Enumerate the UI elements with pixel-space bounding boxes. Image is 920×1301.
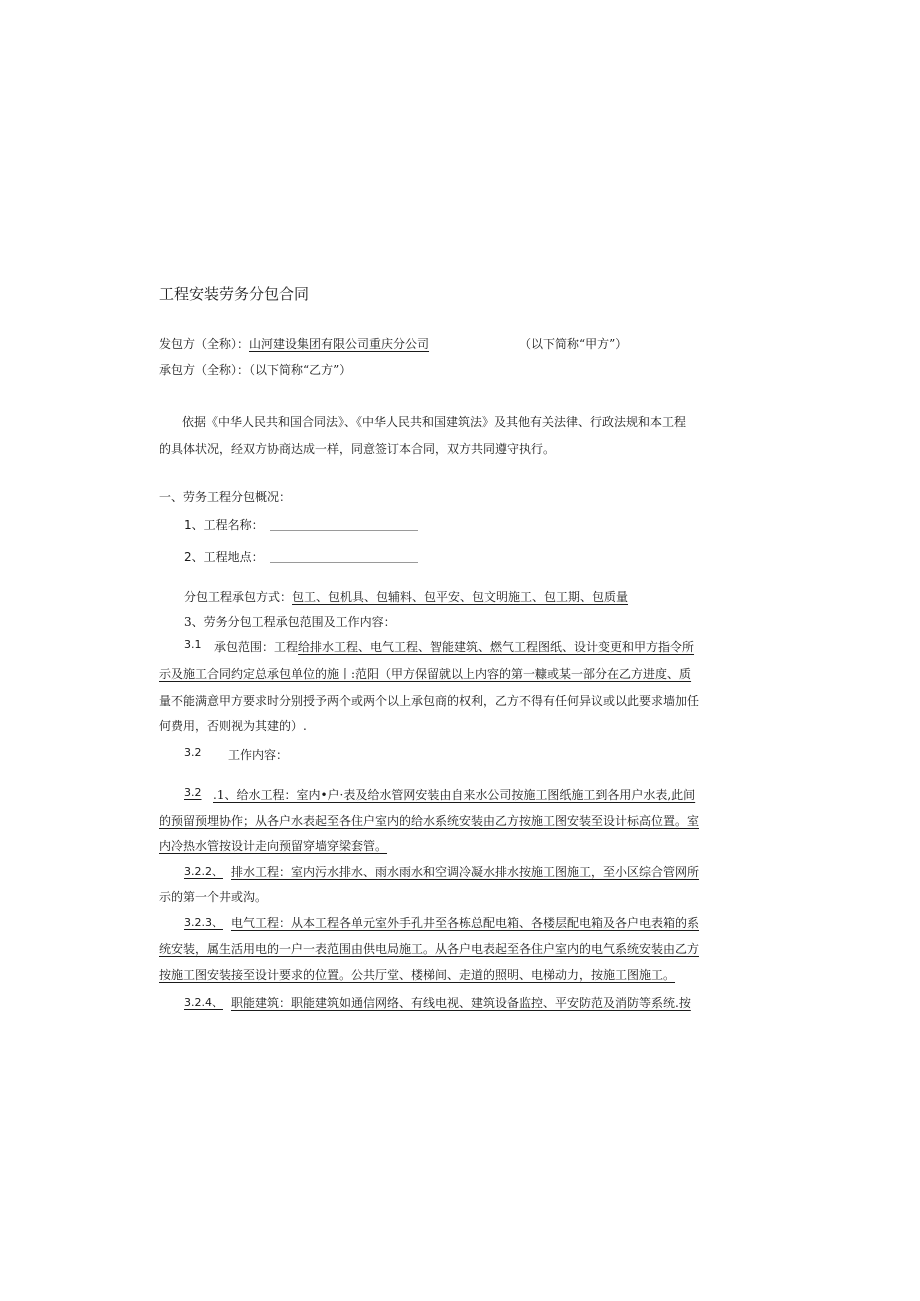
contract-mode-label: 分包工程承包方式： (184, 590, 293, 604)
scope-line-1 (214, 638, 694, 655)
item-322-line-2: 示的第一个井或沟。 (159, 890, 268, 904)
item-323-number: 3.2.3、 (184, 916, 223, 929)
work-label: 工作内容： (228, 748, 289, 762)
item-322-line-1: 排水工程：室内污水排水、雨水雨水和空调冷凝水排水按施工图施工，至小区综合管网所 (231, 865, 700, 879)
scope-line-3: 量不能满意甲方要求时分别授予两个或两个以上承包商的权利，乙方不得有任何异议或以此要求墙加任 (159, 694, 700, 708)
contract-title: 工程安装劳务分包合同 (159, 285, 310, 303)
item-323-line-3: 按施工图安装接至设计要求的位置。公共厅堂、楼梯间、走道的照明、电梯动力，按施工图施工。 (159, 968, 676, 982)
party-a-alias: （以下简称“甲方”） (519, 337, 628, 351)
project-location-label: 2、工程地点： (184, 550, 264, 564)
project-name-blank (270, 530, 418, 531)
party-b-alias: （以下简称“乙方”） (249, 363, 352, 377)
project-location-blank (270, 562, 418, 563)
item-321-line-3: 内冷热水管按设计走向预留穿墙穿梁套管。 (159, 839, 388, 853)
project-name-label: 1、工程名称： (184, 518, 264, 532)
party-a-line (159, 335, 429, 352)
contract-mode-value: 包工、包机具、包辅料、包平安、包文明施工、包工期、包质量 (292, 590, 629, 604)
work-number: 3.2 (184, 746, 202, 759)
item-323-line-2: 统安装，属生活用电的一户一表范围由供电局施工。从各户电表起至各住户室内的电气系统安装由乙方 (159, 942, 700, 956)
scope-number: 3.1 (184, 638, 202, 651)
intro-line-2: 的具体状况，经双方协商达成一样，同意签订本合同，双方共同遵守执行。 (159, 442, 556, 456)
scope-heading: 3、劳务分包工程承包范围及工作内容： (184, 615, 396, 629)
item-324-line-1: 职能建筑：职能建筑如通信网络、有线电视、建筑设备监控、平安防范及消防等系统.按 (231, 996, 691, 1010)
party-a-name: 山河建设集团有限公司重庆分公司 (249, 337, 430, 351)
party-b-line (159, 361, 351, 378)
scope-label: 承包范围：工程 (214, 640, 299, 654)
item-321-line-1: .1、给水工程：室内•户·表及给水管网安装由自来水公司按施工图纸施工到各用户水表,此间 (213, 788, 696, 802)
item-321-line-2: 的预留预埋协作；从各户水表起至各住户室内的给水系统安装由乙方按施工图安装至设计标高位置。室 (159, 814, 700, 828)
intro-line-1: 依据《中华人民共和国合同法》、《中华人民共和国建筑法》及其他有关法律、行政法规和本工程 (182, 415, 687, 429)
party-b-label: 承包方（全称）： (159, 363, 250, 377)
scope-line-2 (159, 665, 691, 682)
scope-line-4: 何费用，否则视为其建的）. (159, 719, 307, 733)
contract-mode-line (184, 588, 628, 605)
item-323-line-1: 电气工程：从本工程各单元室外手孔井至各栋总配电箱、各楼层配电箱及各户电表箱的系 (231, 916, 700, 930)
party-a-label: 发包方（全称）： (159, 337, 250, 351)
item-321-number: 3.2 (184, 786, 202, 799)
item-322-number: 3.2.2、 (184, 865, 223, 878)
section-1-heading: 一、劳务工程分包概况： (159, 490, 292, 504)
scope-line-2-text: 示及施工合同约定总承包单位的施丨:范阳（甲方保留就以上内容的第一糠或某一部分在乙方进度、质 (159, 667, 692, 681)
scope-line-1-text: 给排水工程、电气工程、智能建筑、燃气工程图纸、设计变更和甲方指令所 (298, 640, 695, 654)
item-324-number: 3.2.4、 (184, 996, 223, 1009)
